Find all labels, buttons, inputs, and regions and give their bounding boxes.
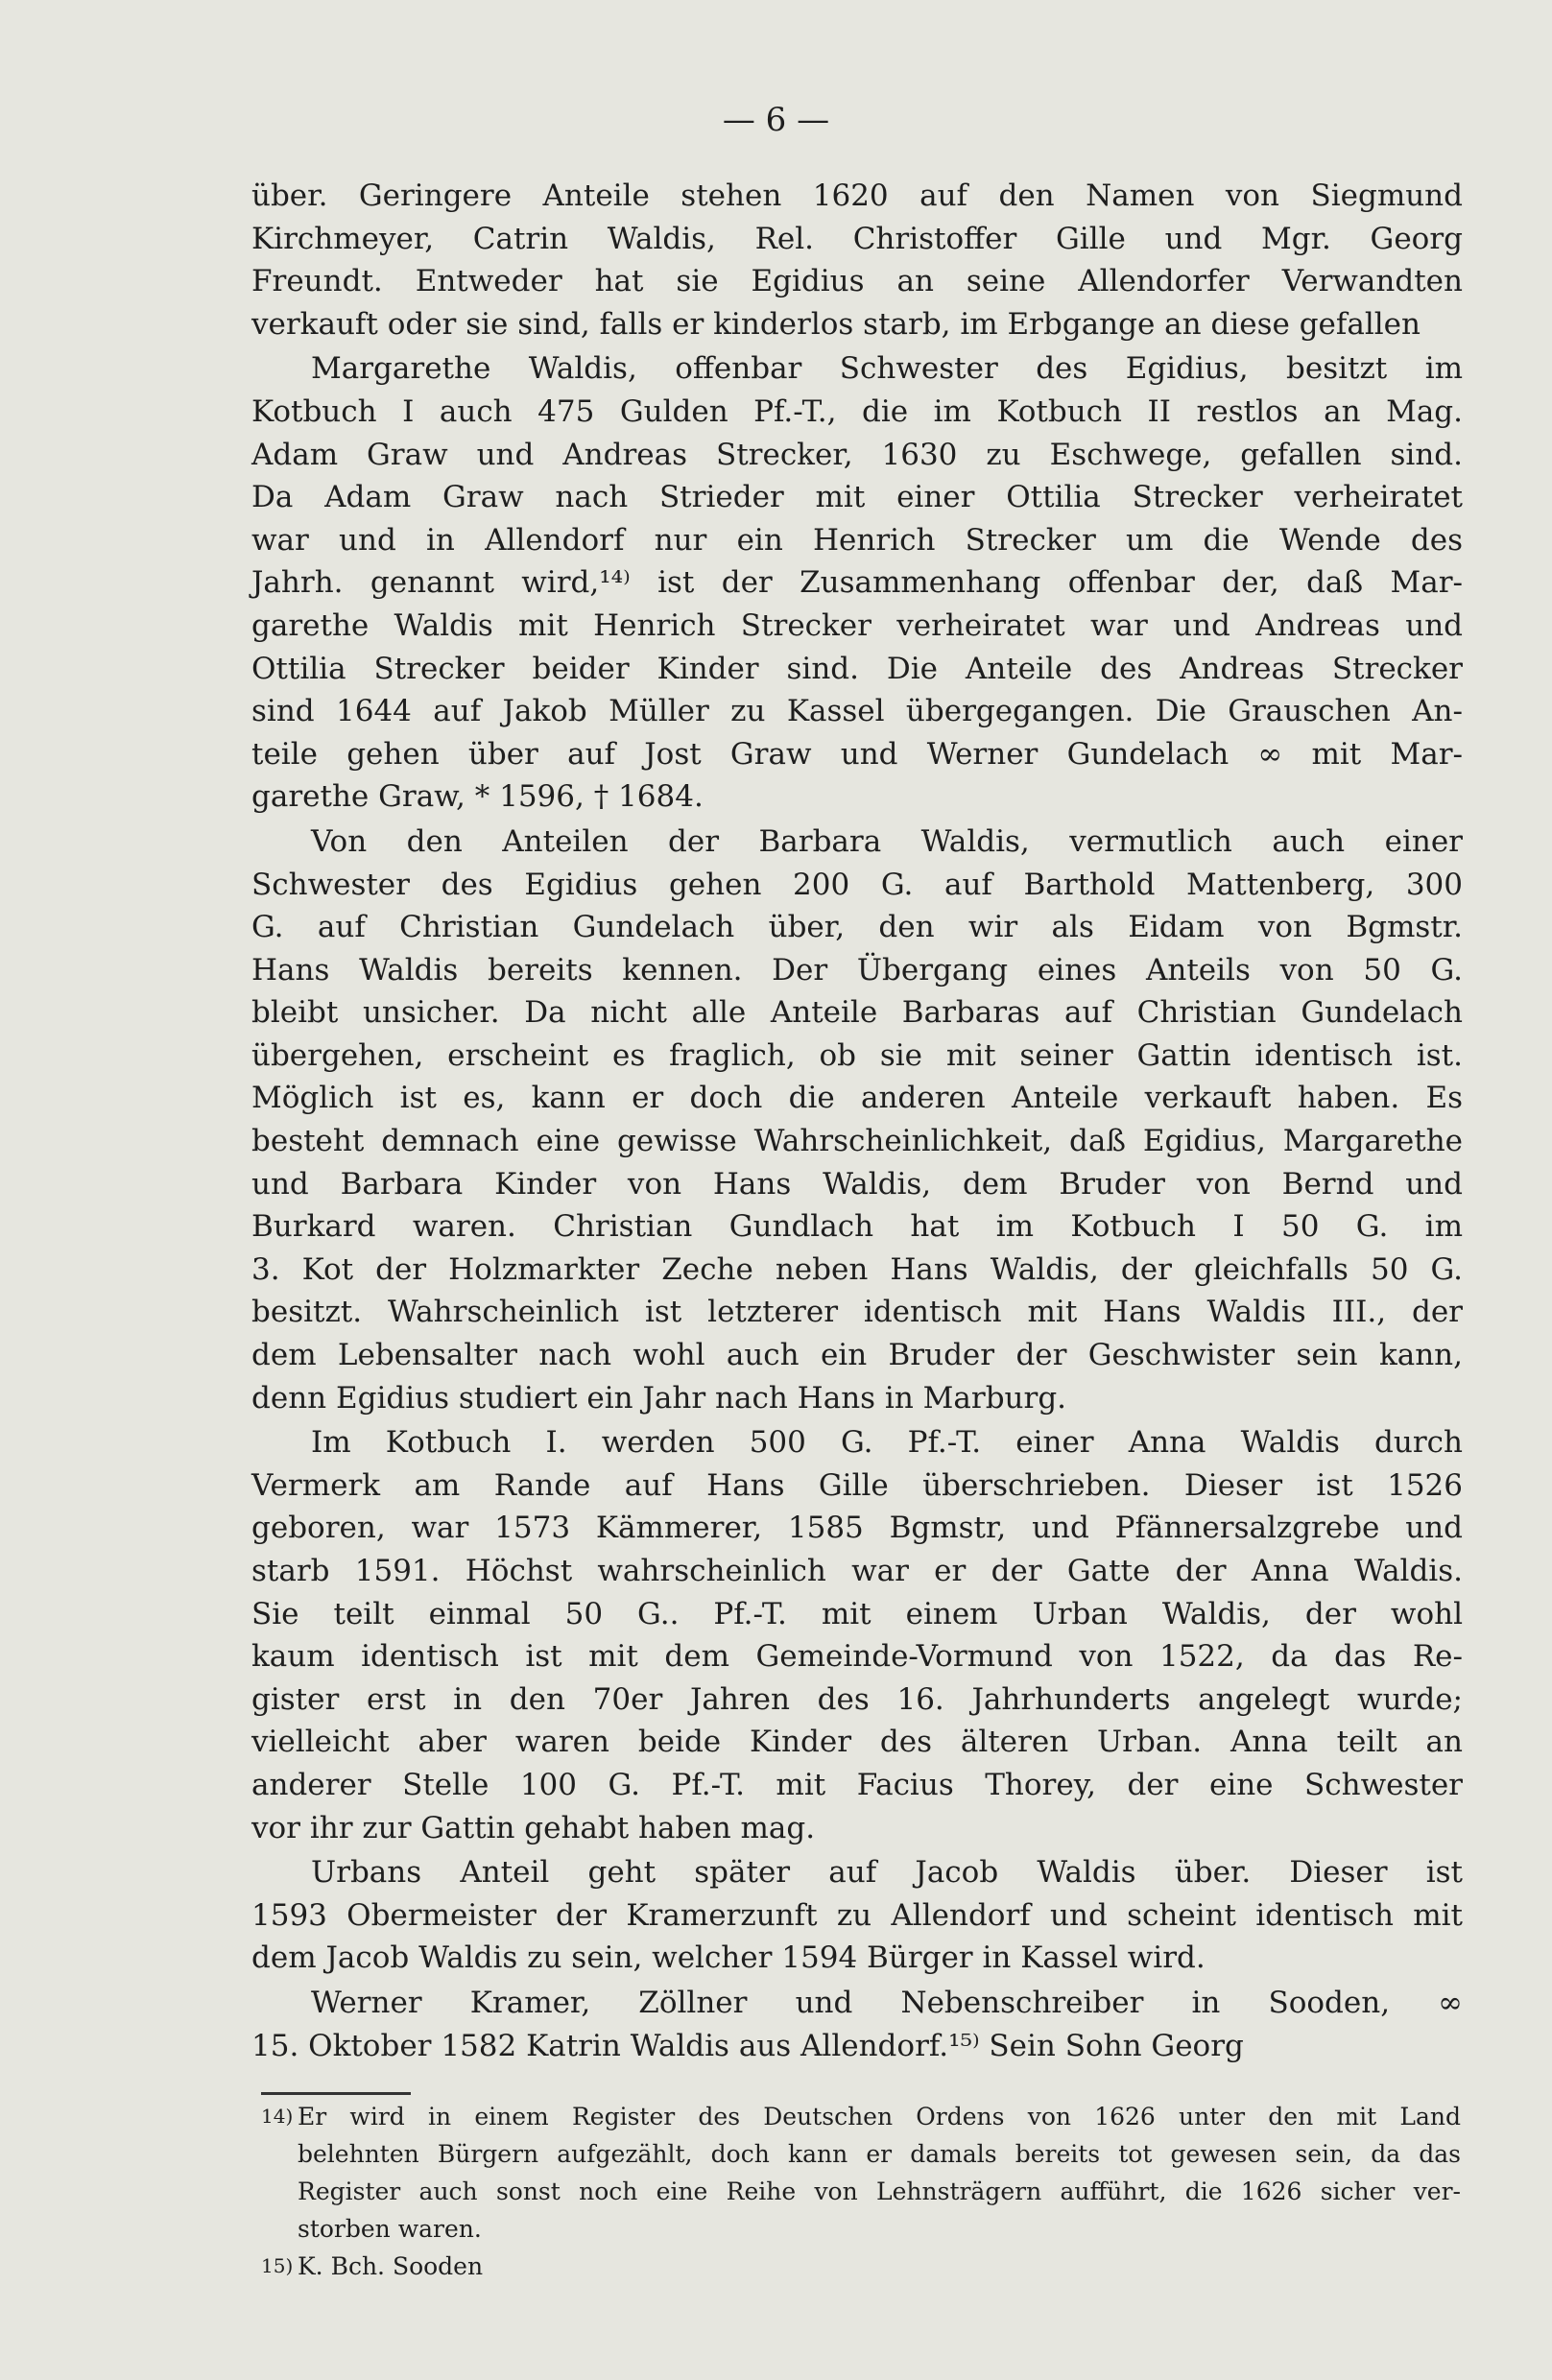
text-line: übergehen, erscheint es fraglich, ob sie mit seiner Gattin identisch ist. [251, 1037, 1463, 1073]
text-line: Hans Waldis bereits kennen. Der Übergang eines Anteils von 50 G. [251, 952, 1463, 988]
text-line: vor ihr zur Gattin gehabt haben mag. [251, 1810, 816, 1845]
text-line: Jahrh. genannt wird,¹⁴⁾ ist der Zusammenhang offenbar der, daß Mar- [251, 565, 1463, 601]
text-line: Schwester des Egidius gehen 200 G. auf Barthold Mattenberg, 300 [251, 867, 1463, 902]
text-line: gister erst in den 70er Jahren des 16. Jahrhunderts angelegt wurde; [251, 1681, 1463, 1717]
text-line: anderer Stelle 100 G. Pf.-T. mit Facius Thorey, der eine Schwester [251, 1767, 1463, 1802]
text-line: 1593 Obermeister der Kramerzunft zu Allendorf und scheint identisch mit [251, 1897, 1463, 1933]
text-line: Da Adam Graw nach Strieder mit einer Ottilia Strecker verheiratet [251, 480, 1463, 515]
footnote-line: Er wird in einem Register des Deutschen Ordens von 1626 unter den mit Land [298, 2103, 1461, 2130]
paragraph [251, 821, 1463, 1419]
paragraph [251, 1982, 1463, 2067]
text-line: bleibt unsicher. Da nicht alle Anteile Barbaras auf Christian Gundelach [251, 995, 1463, 1031]
text-line: war und in Allendorf nur ein Henrich Strecker um die Wende des [251, 522, 1463, 558]
footnote-text [298, 2248, 1461, 2285]
footnote-line: storben waren. [298, 2215, 482, 2243]
footnote-divider [261, 2092, 411, 2095]
text-line: Urbans Anteil geht später auf Jacob Waldis über. Dieser ist [311, 1855, 1463, 1891]
text-line: Ottilia Strecker beider Kinder sind. Die Anteile des Andreas Strecker [251, 651, 1463, 686]
text-line: Vermerk am Rande auf Hans Gille überschrieben. Dieser ist 1526 [251, 1467, 1463, 1503]
text-line: Margarethe Waldis, offenbar Schwester des Egidius, besitzt im [311, 351, 1463, 387]
text-line: über. Geringere Anteile stehen 1620 auf den Namen von Siegmund [251, 178, 1463, 213]
footnote [261, 2098, 1461, 2248]
text-line: 3. Kot der Holzmarkter Zeche neben Hans Waldis, der gleichfalls 50 G. [251, 1251, 1463, 1287]
text-line: Kirchmeyer, Catrin Waldis, Rel. Christoffer Gille und Mgr. Georg [251, 221, 1463, 256]
text-line: Burkard waren. Christian Gundlach hat im Kotbuch I 50 G. im [251, 1209, 1463, 1245]
text-line: garethe Graw, * 1596, † 1684. [251, 779, 704, 815]
text-line: besitzt. Wahrscheinlich ist letzterer identisch mit Hans Waldis III., der [251, 1295, 1463, 1330]
footnote-line: K. Bch. Sooden [298, 2252, 484, 2280]
text-line: kaum identisch ist mit dem Gemeinde-Vormund von 1522, da das Re- [251, 1639, 1463, 1675]
text-line: G. auf Christian Gundelach über, den wir als Eidam von Bgmstr. [251, 910, 1463, 945]
text-line: teile gehen über auf Jost Graw und Werner Gundelach ∞ mit Mar- [251, 736, 1463, 772]
footnote-number: 15) [261, 2254, 294, 2277]
paragraph [251, 175, 1463, 345]
body-text [251, 175, 1463, 2067]
footnote-line: belehnten Bürgern aufgezählt, doch kann er damals bereits tot gewesen sein, da das [298, 2140, 1461, 2168]
text-line: dem Jacob Waldis zu sein, welcher 1594 Bürger in Kassel wird. [251, 1940, 1206, 1976]
text-line: verkauft oder sie sind, falls er kinderlos starb, im Erbgange an diese gefallen [251, 306, 1421, 342]
text-line: Im Kotbuch I. werden 500 G. Pf.-T. einer Anna Waldis durch [311, 1425, 1463, 1461]
page-number: — 6 — [722, 101, 830, 139]
footnote [261, 2248, 1461, 2285]
text-line: besteht demnach eine gewisse Wahrscheinlichkeit, daß Egidius, Margarethe [251, 1124, 1463, 1159]
paragraph [251, 1851, 1463, 1980]
text-line: Werner Kramer, Zöllner und Nebenschreiber in Sooden, ∞ [311, 1985, 1463, 2020]
text-line: und Barbara Kinder von Hans Waldis, dem Bruder von Bernd und [251, 1166, 1463, 1202]
text-line: sind 1644 auf Jakob Müller zu Kassel übergegangen. Die Grauschen An- [251, 694, 1463, 729]
paragraph [251, 1421, 1463, 1849]
footnotes [261, 2098, 1461, 2285]
text-line: 15. Oktober 1582 Katrin Waldis aus Allendorf.¹⁵⁾ Sein Sohn Georg [251, 2028, 1244, 2063]
text-line: starb 1591. Höchst wahrscheinlich war er der Gatte der Anna Waldis. [251, 1554, 1463, 1588]
text-line: Von den Anteilen der Barbara Waldis, vermutlich auch einer [311, 823, 1463, 859]
paragraph [251, 347, 1463, 819]
text-line: dem Lebensalter nach wohl auch ein Bruder der Geschwister sein kann, [251, 1338, 1463, 1373]
text-line: denn Egidius studiert ein Jahr nach Hans in Marburg. [251, 1380, 1067, 1416]
footnote-number: 14) [261, 2105, 294, 2128]
text-line: Kotbuch I auch 475 Gulden Pf.-T., die im Kotbuch II restlos an Mag. [251, 393, 1463, 429]
text-line: Adam Graw und Andreas Strecker, 1630 zu Eschwege, gefallen sind. [251, 437, 1463, 472]
text-line: Sie teilt einmal 50 G.. Pf.-T. mit einem Urban Waldis, der wohl [251, 1596, 1463, 1631]
text-line: Möglich ist es, kann er doch die anderen Anteile verkauft haben. Es [251, 1081, 1463, 1116]
text-line: garethe Waldis mit Henrich Strecker verheiratet war und Andreas und [251, 607, 1463, 643]
text-line: vielleicht aber waren beide Kinder des älteren Urban. Anna teilt an [251, 1725, 1463, 1760]
footnote-line: Register auch sonst noch eine Reihe von Lehnsträgern aufführt, die 1626 sicher ver- [298, 2178, 1461, 2205]
text-line: Freundt. Entweder hat sie Egidius an seine Allendorfer Verwandten [251, 264, 1463, 299]
text-line: geboren, war 1573 Kämmerer, 1585 Bgmstr, und Pfännersalzgrebe und [251, 1511, 1463, 1546]
footnote-text [298, 2098, 1461, 2248]
